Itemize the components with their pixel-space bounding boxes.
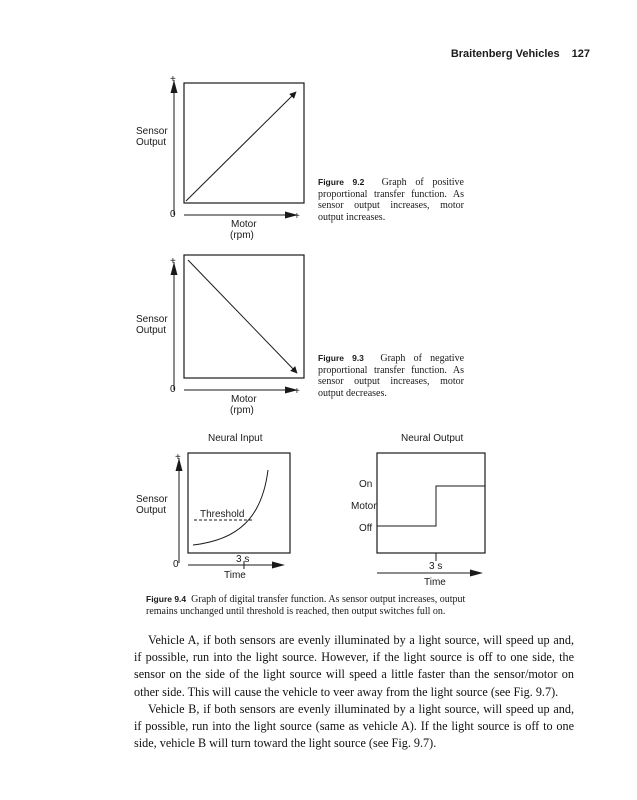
fig94-plus-y: + <box>175 452 181 463</box>
fig93-y-label-1: Sensor <box>136 314 168 325</box>
page-number: 127 <box>571 48 590 60</box>
fig94-y-label-1: Sensor <box>136 494 168 505</box>
fig94-input-curve <box>193 470 268 545</box>
fig94-input-x-arrowhead <box>272 562 285 569</box>
fig92-y-label-1: Sensor <box>136 126 168 137</box>
figure-9-4-input-graph <box>136 433 290 581</box>
fig94-output-plot-box <box>377 453 485 553</box>
paragraph-vehicle-a: Vehicle A, if both sensors are evenly illuminated by a light source, will speed up and, if possible, run into the light source. However, if the light source is off to one side, the sensor on the side of the light source will speed a little faster than the sensor/motor on other side. This will cause the vehicle to veer away from the light source (see Fig. 9.7). <box>134 633 574 699</box>
fig92-y-label-2: Output <box>136 137 167 148</box>
running-title: Braitenberg Vehicles <box>450 48 560 60</box>
fig93-plus-y: + <box>170 256 176 267</box>
fig94-right-tick-label: 3 s <box>429 561 443 572</box>
fig92-caption-label: Figure 9.2 <box>318 177 365 187</box>
paragraph-vehicle-b: Vehicle B, if both sensors are evenly illuminated by a light source, will speed up and, if possible, run into the light source (same as vehicle A). If the light source is off to one side, vehicle B will turn toward the light source (see Fig. 9.7). <box>134 701 574 751</box>
fig94-left-tick-label: 3 s <box>236 554 250 565</box>
fig93-caption-text: Graph of negative proportional transfer function. As sensor output increases, motor output decreases. <box>318 353 465 399</box>
figure-9-2-graph <box>136 74 304 241</box>
fig94-y-label-2: Output <box>136 505 167 516</box>
fig94-right-xlabel: Time <box>424 577 446 588</box>
fig92-caption-text: Graph of positive proportional transfer function. As sensor output increases, motor output increases. <box>318 177 464 223</box>
figure-9-3-caption <box>318 353 464 399</box>
body-text <box>134 632 574 752</box>
fig94-threshold-label: Threshold <box>200 509 245 520</box>
figure-9-3-graph <box>136 255 304 416</box>
fig94-right-title: Neural Output <box>401 433 464 444</box>
fig94-left-xlabel: Time <box>224 570 246 581</box>
fig93-x-label-1: Motor <box>231 394 257 405</box>
fig94-input-plot-box <box>188 453 290 553</box>
fig94-caption-label: Figure 9.4 <box>146 594 187 604</box>
fig94-origin: 0 <box>173 559 179 570</box>
fig93-y-label-2: Output <box>136 325 167 336</box>
fig93-negative-transfer-line <box>188 260 297 373</box>
figure-9-4-output-graph <box>351 433 485 588</box>
figure-9-4-caption <box>146 594 496 617</box>
figure-9-2-caption <box>318 177 464 223</box>
fig92-plus-x: + <box>294 211 300 222</box>
fig92-positive-transfer-line <box>186 92 296 201</box>
fig94-left-title: Neural Input <box>208 433 263 444</box>
fig94-off-label: Off <box>359 523 373 534</box>
fig92-x-label-2: (rpm) <box>230 230 254 241</box>
fig93-plus-x: + <box>294 386 300 397</box>
fig92-x-label-1: Motor <box>231 219 257 230</box>
fig93-origin: 0 <box>170 384 176 395</box>
fig92-origin: 0 <box>170 209 176 220</box>
fig93-caption-label: Figure 9.3 <box>318 353 364 363</box>
fig94-on-label: On <box>359 479 373 490</box>
fig94-output-x-arrowhead <box>470 570 483 577</box>
fig94-caption-text: Graph of digital transfer function. As sensor output increases, output remains unchanged until threshold is reached, then output switches full on. <box>146 594 466 617</box>
fig93-x-label-2: (rpm) <box>230 405 254 416</box>
fig94-motor-label: Motor <box>351 501 377 512</box>
fig92-plus-y: + <box>170 74 176 85</box>
fig93-plot-box <box>184 255 304 378</box>
fig94-step-output-line <box>377 486 485 526</box>
